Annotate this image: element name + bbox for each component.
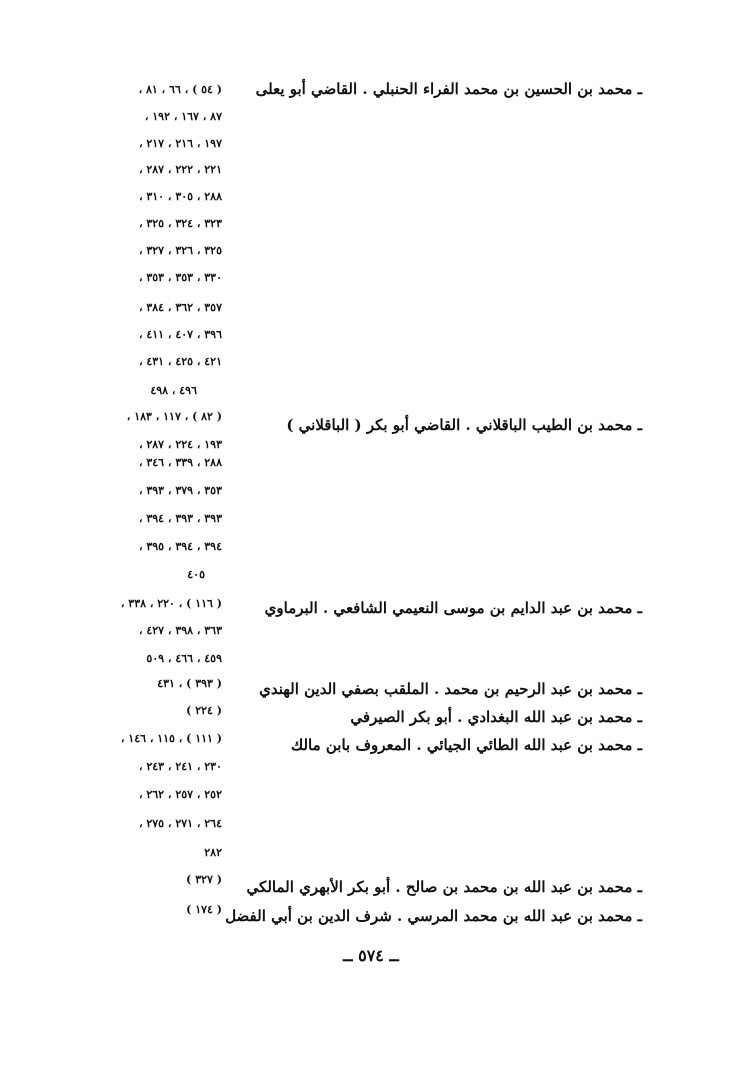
index-entry-name: ـ محمد بن عبد الدايم بن موسى النعيمي الشافعي . البرماوي <box>264 599 642 617</box>
index-entry-refs: ٣٥٧ ، ٣٦٢ ، ٣٨٤ ، <box>138 301 222 314</box>
index-entry-refs: ٢٣٠ ، ٢٤١ ، ٢٤٣ ، <box>138 760 222 773</box>
index-entry-refs: ٤٠٥ <box>187 568 205 581</box>
index-entry-refs: ٣٩٦ ، ٤٠٧ ، ٤١١ ، <box>138 328 222 341</box>
index-entry-refs: ١٩٧ ، ٢١٦ ، ٢١٧ ، <box>138 137 222 150</box>
index-entry-refs: ( ٢٢٤ ) <box>186 704 222 717</box>
index-entry-refs: ٢٨٨ ، ٣٣٩ ، ٣٤٦ ، <box>138 456 222 469</box>
index-entry-refs: ٣٢٣ ، ٣٢٤ ، ٣٢٥ ، <box>138 217 222 230</box>
index-entry-refs: ٣٣٠ ، ٣٥٣ ، ٣٥٣ ، <box>138 271 222 284</box>
index-entry-refs: ( ٥٤ ) ، ٦٦ ، ٨١ ، <box>138 83 222 96</box>
index-entry-name: ـ محمد بن عبد الله بن محمد المرسي . شرف الدين بن أبي الفضل <box>225 907 642 925</box>
index-entry-refs: ١٩٣ ، ٢٢٤ ، ٢٨٧ ، <box>138 438 222 451</box>
index-entry-name: ـ محمد بن الحسين بن محمد الفراء الحنبلي . القاضي أبو يعلى <box>255 80 642 98</box>
index-entry-refs: ٤٩٦ ، ٤٩٨ <box>150 384 197 397</box>
index-entry-refs: ٣٦٣ ، ٣٩٨ ، ٤٢٧ ، <box>138 624 222 637</box>
index-entry-refs: ( ١١٦ ) ، ٢٢٠ ، ٣٣٨ ، <box>120 597 222 610</box>
index-entry-name: ـ محمد بن عبد الله الطائي الجيائي . المعروف بابن مالك <box>290 736 642 754</box>
index-entry-refs: ٢٥٢ ، ٢٥٧ ، ٢٦٢ ، <box>138 788 222 801</box>
index-entry-refs: ( ٣٢٧ ) <box>186 873 222 886</box>
index-entry-refs: ٣٢٥ ، ٣٢٦ ، ٣٢٧ ، <box>138 244 222 257</box>
index-entry-refs: ٢٢١ ، ٢٢٢ ، ٢٨٧ ، <box>138 163 222 176</box>
page-number: ــ ٥٧٤ ــ <box>343 946 399 965</box>
index-entry-name: ـ محمد بن عبد الله بن محمد بن صالح . أبو بكر الأبهري المالكي <box>246 878 642 896</box>
index-entry-refs: ٤٢١ ، ٤٢٥ ، ٤٣١ ، <box>138 355 222 368</box>
index-entry-refs: ٣٩٣ ، ٣٩٣ ، ٣٩٤ ، <box>138 512 222 525</box>
index-entry-refs: ( ٨٢ ) ، ١١٧ ، ١٨٣ ، <box>126 410 222 423</box>
index-entry-refs: ( ٣٩٣ ) ، ٤٣١ <box>157 677 222 690</box>
index-entry-refs: ( ١٧٤ ) <box>186 903 222 916</box>
index-entry-refs: ٢٦٤ ، ٢٧١ ، ٢٧٥ ، <box>138 817 222 830</box>
index-entry-refs: ٣٩٤ ، ٣٩٤ ، ٣٩٥ ، <box>138 540 222 553</box>
index-entry-refs: ٢٨٨ ، ٣٠٥ ، ٣١٠ ، <box>138 190 222 203</box>
index-entry-refs: ٢٨٢ <box>204 846 222 859</box>
index-entry-refs: ( ١١١ ) ، ١١٥ ، ١٤٦ ، <box>120 732 222 745</box>
index-entry-refs: ٤٥٩ ، ٤٦٦ ، ٥٠٩ <box>146 652 222 665</box>
index-entry-name: ـ محمد بن عبد الله البغدادي . أبو بكر الصيرفي <box>350 708 642 726</box>
index-entry-refs: ٣٥٣ ، ٣٧٩ ، ٣٩٣ ، <box>138 484 222 497</box>
index-entry-refs: ٨٧ ، ١٦٧ ، ١٩٢ ، <box>144 110 222 123</box>
index-entry-name: ـ محمد بن الطيب الباقلاني . القاضي أبو بكر ( الباقلاني ) <box>286 416 642 434</box>
index-entry-name: ـ محمد بن عبد الرحيم بن محمد . الملقب بصفي الدين الهندي <box>259 680 642 698</box>
